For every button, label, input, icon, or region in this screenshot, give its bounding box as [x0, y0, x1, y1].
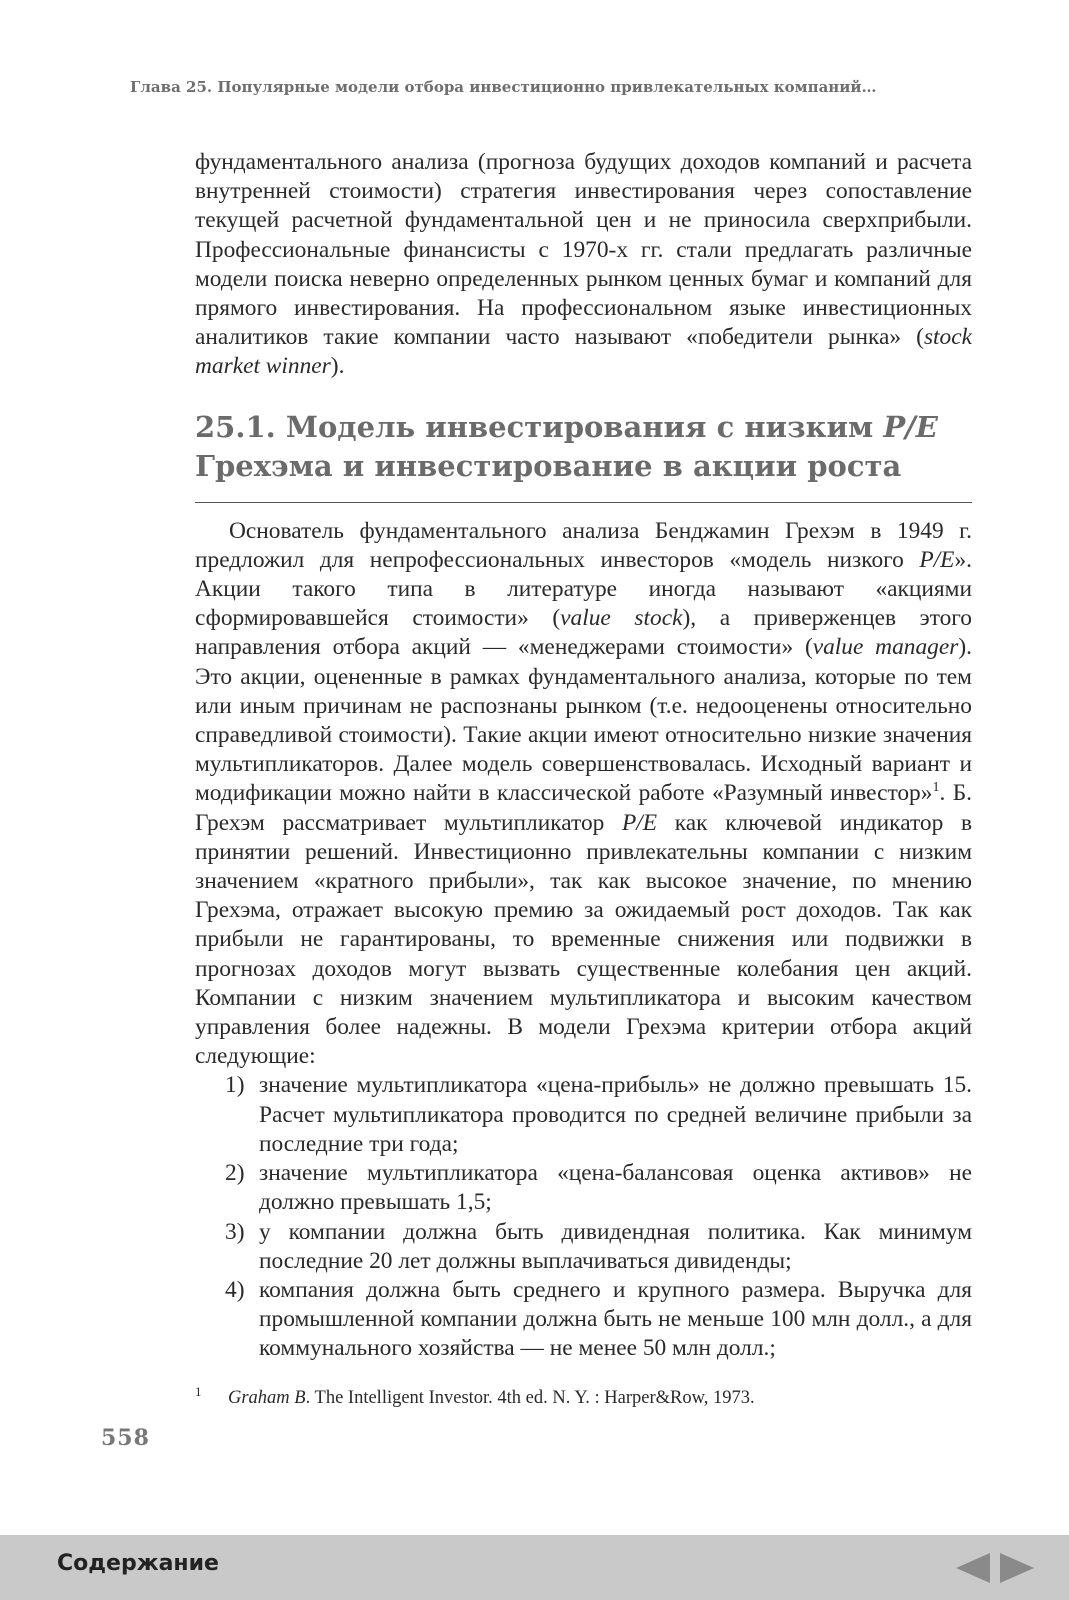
- list-item-text: компания должна быть среднего и крупного размера. Выручка для промышленной компании должна быть не меньше 100 млн долл., а для коммунального хозяйства — не менее 50 млн долл.;: [259, 1276, 972, 1362]
- list-item-text: у компании должна быть дивидендная политика. Как минимум последние 20 лет должны выплачиваться дивиденды;: [259, 1218, 972, 1274]
- footnote-reference[interactable]: 1: [932, 780, 940, 796]
- body-text: Основатель фундаментального анализа Бенджамин Грехэм в 1949 г. предложил для непрофессиональных инвесторов «модель низкого: [195, 517, 972, 573]
- list-item-number: 1): [225, 1072, 245, 1099]
- section-title-pe: P/E: [883, 409, 938, 444]
- pe-term: P/E: [622, 809, 658, 836]
- list-item: [195, 1276, 972, 1364]
- list-item: [195, 1071, 972, 1159]
- body-text: как ключевой индикатор в принятии решений. Инвестиционно привлекательны компании с низким значением «кратного прибыли», так как высокое значение, по мнению Грехэма, отражает высокую премию за ожидаемый рост доходов. Так как прибыли не гарантированы, то временные снижения или подвижки в прогнозах доходов могут вызвать существенные колебания цен акций. Компании с низким значением мультипликатора и высоким качеством управления более надежны. В модели Грехэма критерии отбора акций следующие:: [195, 809, 972, 1070]
- body-text: ). Это акции, оцененные в рамках фундаментального анализа, которые по тем или иным причинам не распознаны рынком (т.е. недооценены относительно справедливой стоимости). Такие акции имеют относительно низкие значения мультипликаторов. Далее модель совершенствовалась. Исходный вариант и модификации можно найти в классической работе «Разумный инвестор»: [195, 634, 972, 807]
- list-item: [195, 1218, 972, 1276]
- body-paragraph: [195, 517, 972, 1072]
- running-head: Глава 25. Популярные модели отбора инвестиционно привлекательных компаний…: [130, 78, 877, 96]
- list-item-text: значение мультипликатора «цена-балансовая оценка активов» не должно превышать 1,5;: [259, 1160, 972, 1216]
- value-stock-term: value stock: [560, 605, 683, 632]
- footnote-author: Graham B: [228, 1388, 306, 1408]
- pe-term: P/E: [919, 546, 955, 573]
- list-item: [195, 1159, 972, 1217]
- section-number: 25.1.: [195, 409, 276, 444]
- list-item-text: значение мультипликатора «цена-прибыль» не должно превышать 15. Расчет мультипликатора проводится по средней величине прибыли за последние три года;: [259, 1072, 972, 1157]
- heading-rule: [195, 502, 972, 503]
- triangle-right-icon[interactable]: [998, 1552, 1036, 1588]
- criteria-list: [195, 1071, 972, 1363]
- triangle-left-icon[interactable]: [954, 1552, 992, 1588]
- list-item-number: 4): [225, 1276, 245, 1303]
- intro-text: фундаментального анализа (прогноза будущих доходов компаний и расчета внутренней стоимости) стратегия инвестирования через сопоставление текущей расчетной фундаментальной цен и не приносила сверхприбыли. Профессиональные финансисты с 1970-х гг. стали предлагать различные модели поиска неверно определенных рынком ценных бумаг и компаний для прямого инвестирования. На профессиональном языке инвестиционных аналитиков такие компании часто называют «победители рынка» (: [195, 149, 972, 351]
- footnote-mark: 1: [195, 1384, 202, 1399]
- intro-italic-term: stock market winner: [195, 324, 972, 380]
- list-item-number: 2): [225, 1160, 245, 1187]
- body-text: ), а приверженцев этого направления отбора акций — «менеджерами стоимости» (: [195, 605, 973, 661]
- value-manager-term: value manager: [812, 634, 959, 661]
- footnote-text: [228, 1388, 755, 1409]
- list-item-number: 3): [225, 1218, 245, 1245]
- page-content: [195, 148, 972, 1364]
- page-number: 558: [101, 1425, 150, 1451]
- contents-link[interactable]: Содержание: [57, 1551, 219, 1576]
- intro-end: ).: [330, 353, 345, 380]
- footer-bar: [0, 1535, 1069, 1600]
- intro-paragraph: [195, 148, 972, 382]
- body-text: ». Акции такого типа в литературе иногда называют «акциями сформировавшейся стоимости» (: [195, 546, 972, 632]
- section-title-part-a: Модель инвестирования с низким: [285, 409, 884, 444]
- body-text: . Б. Грехэм рассматривает мультипликатор: [195, 780, 972, 836]
- section-heading: [195, 408, 972, 486]
- section-title-part-b: Грехэма и инвестирование в акции роста: [195, 448, 902, 483]
- footnote-citation: . The Intelligent Investor. 4th ed. N. Y. : Harper&Row, 1973.: [305, 1388, 755, 1408]
